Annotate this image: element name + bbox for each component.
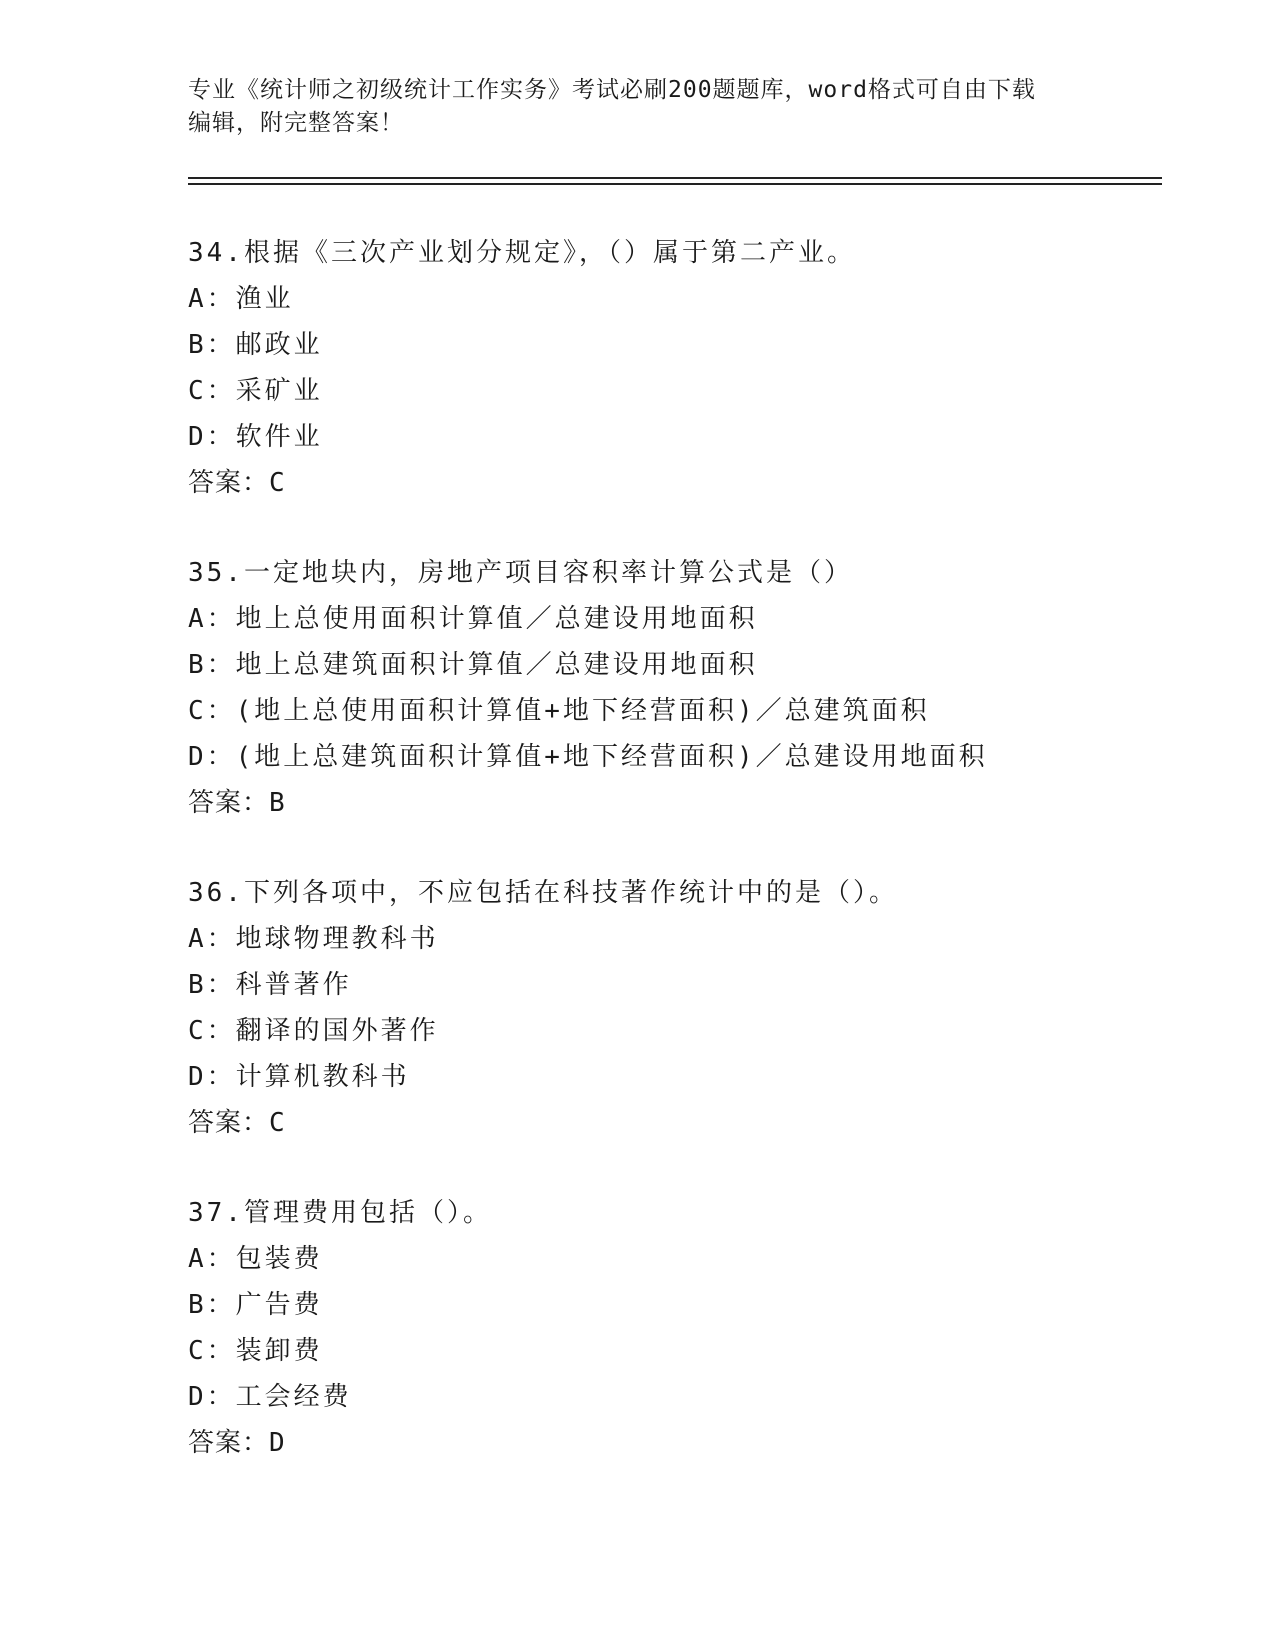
question-35 — [188, 550, 1148, 826]
header-divider-top — [188, 177, 1162, 179]
header-line-2: 编辑，附完整答案！ — [188, 110, 404, 136]
answer — [188, 1420, 1148, 1466]
option-b: B：广告费 — [188, 1290, 323, 1320]
answer-value: D — [269, 1428, 286, 1458]
option-b: B：地上总建筑面积计算值／总建设用地面积 — [188, 650, 758, 680]
option-c: C：翻译的国外著作 — [188, 1016, 439, 1046]
option-c: C：(地上总使用面积计算值+地下经营面积)／总建筑面积 — [188, 696, 930, 726]
option-d: D：计算机教科书 — [188, 1062, 410, 1092]
option-d: D：(地上总建筑面积计算值+地下经营面积)／总建设用地面积 — [188, 742, 988, 772]
answer-label: 答案： — [188, 1428, 270, 1458]
option-d: D：软件业 — [188, 422, 323, 452]
answer-label: 答案： — [188, 1108, 270, 1138]
answer-value: B — [269, 788, 286, 818]
answer — [188, 460, 1148, 506]
option-a: A：包装费 — [188, 1244, 323, 1274]
option-a: A：地球物理教科书 — [188, 924, 439, 954]
option-a: A：渔业 — [188, 284, 294, 314]
option-b: B：科普著作 — [188, 970, 352, 1000]
header-divider-bottom — [188, 183, 1162, 185]
question-34 — [188, 230, 1148, 506]
option-c: C：采矿业 — [188, 376, 323, 406]
question-stem: 36.下列各项中，不应包括在科技著作统计中的是（）。 — [188, 878, 898, 908]
answer-label: 答案： — [188, 468, 270, 498]
answer — [188, 1100, 1148, 1146]
question-stem: 35.一定地块内，房地产项目容积率计算公式是（） — [188, 558, 853, 588]
answer-label: 答案： — [188, 788, 270, 818]
answer — [188, 780, 1148, 826]
document-header — [188, 74, 1088, 140]
option-b: B：邮政业 — [188, 330, 323, 360]
answer-value: C — [269, 1108, 286, 1138]
answer-value: C — [269, 468, 286, 498]
question-36 — [188, 870, 1148, 1146]
question-stem: 34.根据《三次产业划分规定》，（）属于第二产业。 — [188, 238, 856, 268]
header-line-1: 专业《统计师之初级统计工作实务》考试必刷200题题库，word格式可自由下载 — [188, 77, 1036, 103]
question-stem: 37.管理费用包括（）。 — [188, 1198, 492, 1228]
option-d: D：工会经费 — [188, 1382, 352, 1412]
option-a: A：地上总使用面积计算值／总建设用地面积 — [188, 604, 758, 634]
option-c: C：装卸费 — [188, 1336, 323, 1366]
question-37 — [188, 1190, 1148, 1466]
